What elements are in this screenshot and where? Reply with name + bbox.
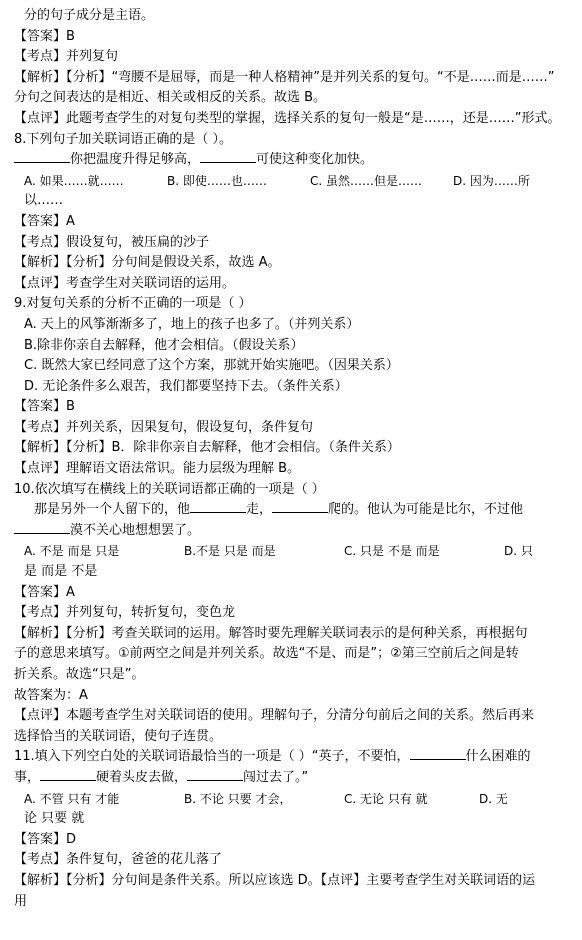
knowledge-point-line: 【考点】并列复句，转折复句，变色龙 <box>14 605 236 621</box>
option-b: B. 即使……也…… <box>167 173 267 188</box>
question-11-stem: 11.填入下列空白处的关联词语最恰当的一项是（ ）“英子，不要怕， 什么困难的 <box>14 749 531 765</box>
option-c: C. 虽然……但是…… <box>310 173 423 188</box>
option-b: B.除非你亲自去解释，他才会相信。（假设关系） <box>24 337 304 353</box>
analysis-line: 【解析】【分析】考查关联词的运用。解答时要先理解关联词表示的是何种关系，再根据句 <box>14 625 528 641</box>
question-8-stem: 8.下列句子加关联词语正确的是（ ）。 <box>14 131 233 147</box>
question-8-sentence: 你把温度升得足够高， 可使这种变化加快。 <box>14 150 576 171</box>
option-c: C. 只是 不是 而是 <box>344 544 440 559</box>
analysis-line: 【解析】【分析】“弯腰不是屈辱，而是一种人格精神”是并列关系的复句。“不是……而是……” <box>14 69 555 85</box>
option-d: D. 因为……所 <box>453 173 530 188</box>
answer-line: 【答案】B <box>14 399 75 415</box>
answer-line: 【答案】D <box>14 831 77 847</box>
fill-blank <box>187 768 243 781</box>
option-d: D. 只 <box>504 544 533 559</box>
fill-blank <box>200 150 256 163</box>
final-answer-line: 故答案为：A <box>14 687 88 703</box>
analysis-line: 【解析】【分析】B．除非你亲自去解释，他才会相信。（条件关系） <box>14 440 400 456</box>
question-10-options <box>14 541 576 562</box>
option-a: A. 天上的风筝渐渐多了，地上的孩子也多了。（并列关系） <box>24 316 360 332</box>
comment-line: 【点评】理解语文语法常识。能力层级为理解 B。 <box>14 461 301 477</box>
comment-line: 选择恰当的关联词语，使句子连贯。 <box>14 728 223 744</box>
question-11-stem-continued: 事， 硬着头皮去做， 闯过去了。” <box>14 769 309 785</box>
answer-line: 【答案】A <box>14 584 75 600</box>
analysis-line: 子的意思来填写。①前两空之间是并列关系。故选“不是、而是”；②第三空前后之间是转 <box>14 646 519 662</box>
question-10-stem: 10.依次填写在横线上的关联词语都正确的一项是（ ） <box>14 481 325 497</box>
analysis-line: 用 <box>14 893 28 909</box>
option-d: D. 无 <box>479 791 508 806</box>
knowledge-point-line: 【考点】假设复句，被压扁的沙子 <box>14 234 210 250</box>
option-a: A. 不管 只有 才能 <box>24 791 120 806</box>
comment-line: 【点评】此题考查学生的对复句类型的掌握，选择关系的复句一般是“是……，还是……”形式。 <box>14 110 561 126</box>
question-11-options <box>14 789 576 810</box>
question-10-sentence-continued: 漠不关心地想想罢了。 <box>14 521 576 542</box>
knowledge-point-line: 【考点】条件复句，爸爸的花儿落了 <box>14 852 223 868</box>
option-d-continued: 以…… <box>24 193 64 209</box>
option-a: A. 不是 而是 只是 <box>24 544 120 559</box>
question-10-sentence: 那是另外一个人留下的，他 走， 爬的。他认为可能是比尔，不过他 <box>34 502 524 518</box>
fill-blank <box>14 521 70 534</box>
comment-line: 【点评】本题考查学生对关联词语的使用。理解句子，分清分句前后之间的关系。然后再来 <box>14 708 535 724</box>
text-line: 分的句子成分是主语。 <box>24 8 155 23</box>
question-9-stem: 9.对复句关系的分析不正确的一项是（ ） <box>14 296 252 312</box>
analysis-line: 折关系。故选“只是”。 <box>14 667 145 682</box>
option-b: B. 不论 只要 才会， <box>184 791 292 806</box>
analysis-line: 【解析】【分析】分句间是假设关系，故选 A。 <box>14 255 281 271</box>
fill-blank <box>190 500 246 513</box>
option-c: C. 无论 只有 就 <box>344 791 428 806</box>
option-b: B.不是 只是 而是 <box>184 544 276 559</box>
option-a: A. 如果……就…… <box>24 173 124 188</box>
option-d-continued: 论 只要 就 <box>24 811 85 827</box>
option-d-continued: 是 而是 不是 <box>24 564 98 580</box>
analysis-line: 【解析】【分析】分句间是条件关系。所以应该选 D。【点评】主要考查学生对关联词语的运 <box>14 872 536 888</box>
knowledge-point-line: 【考点】并列关系，因果复句，假设复句，条件复句 <box>14 419 314 435</box>
fill-blank <box>272 500 328 513</box>
analysis-line: 分句之间表达的是相近、相关或相反的关系。故选 B。 <box>14 90 327 106</box>
knowledge-point-line: 【考点】并列复句 <box>14 49 119 65</box>
answer-line: 【答案】A <box>14 213 75 229</box>
fill-blank <box>40 768 96 781</box>
question-8-options <box>14 171 576 192</box>
fill-blank <box>14 150 70 163</box>
option-c: C. 既然大家已经同意了这个方案，那就开始实施吧。（因果关系） <box>24 358 399 374</box>
fill-blank <box>410 747 466 760</box>
answer-line: 【答案】B <box>14 28 75 44</box>
comment-line: 【点评】考查学生对关联词语的运用。 <box>14 275 236 291</box>
option-d: D. 无论条件多么艰苦，我们都要坚持下去。（条件关系） <box>24 378 348 394</box>
